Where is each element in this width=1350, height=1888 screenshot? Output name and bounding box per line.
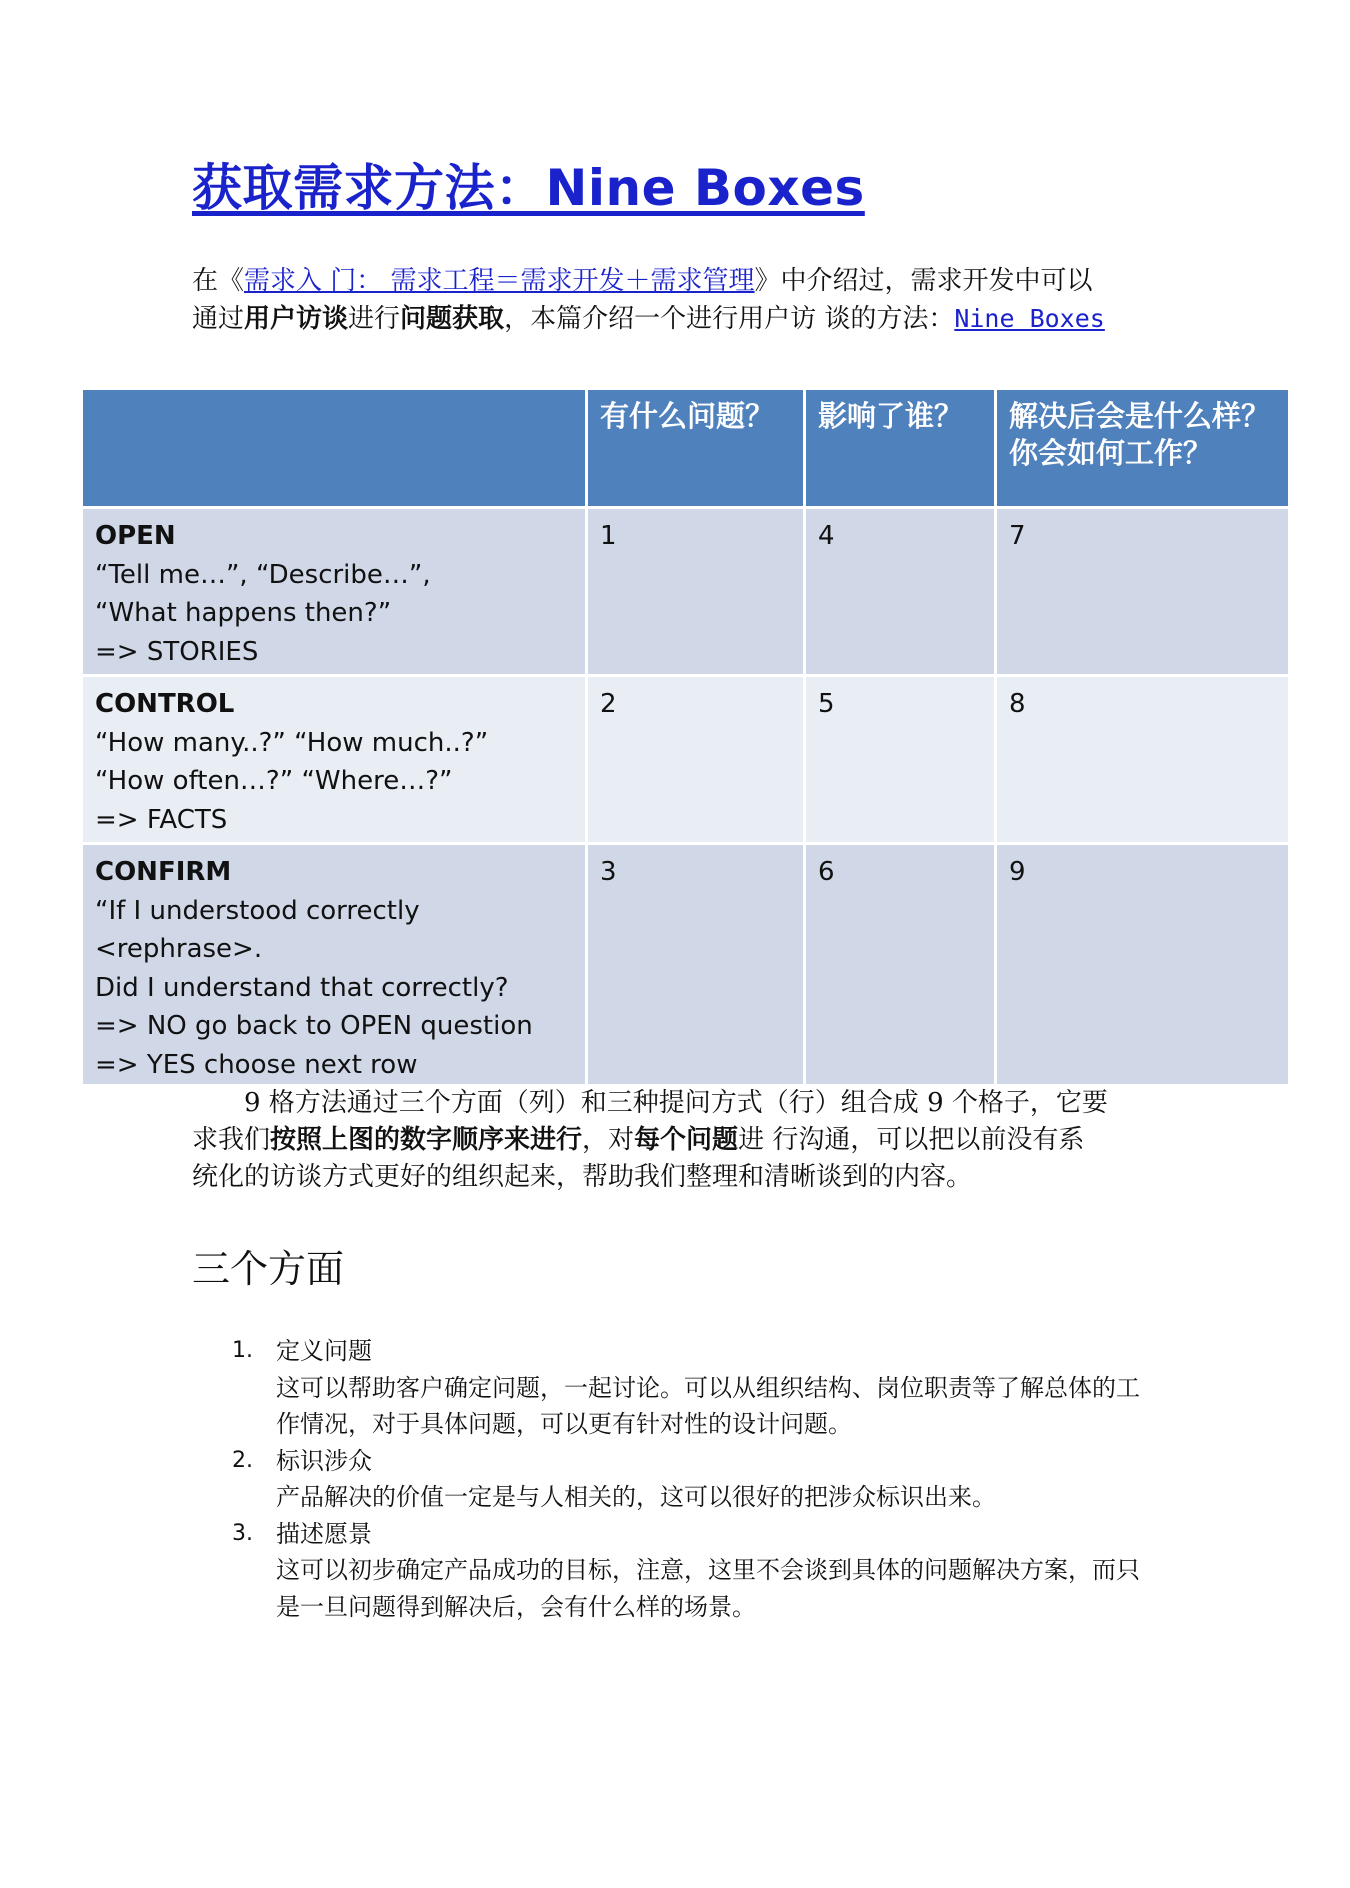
explanation-paragraph	[192, 1085, 1162, 1196]
box-cell: 4	[805, 508, 996, 676]
intro-suffix: 》中介绍过，需求开发中可以	[754, 266, 1093, 296]
box-cell: 5	[805, 676, 996, 844]
row-line: “What happens then?”	[95, 598, 392, 628]
row-line: => YES choose next row	[95, 1049, 418, 1080]
table-row-open	[82, 508, 1290, 676]
list-number: 2.	[232, 1447, 253, 1473]
intro-text: 进行	[348, 304, 401, 334]
row-title: CONTROL	[95, 689, 235, 719]
list-number: 1.	[232, 1338, 253, 1363]
desc-line: 这可以初步确定产品成功的目标，注意，这里不会谈到具体的问题解决方案，而只	[276, 1556, 1140, 1584]
desc-line: 作情况，对于具体问题，可以更有针对性的设计问题。	[276, 1410, 852, 1438]
box-cell: 8	[996, 676, 1290, 844]
page-title[interactable]: 获取需求方法：Nine Boxes	[192, 159, 865, 217]
row-line: => STORIES	[95, 636, 259, 667]
row-line: => NO go back to OPEN question	[95, 1011, 533, 1041]
para-text: ，对	[582, 1125, 635, 1155]
box-cell: 3	[587, 844, 805, 1086]
list-item	[232, 1443, 1162, 1516]
list-item-title: 标识涉众	[276, 1446, 372, 1475]
list-item	[232, 1516, 1162, 1626]
list-item-desc	[276, 1370, 1162, 1443]
intro-bold-user-interview: 用户访谈	[244, 304, 349, 334]
intro-paragraph	[192, 262, 1162, 338]
table-row-control	[82, 676, 1290, 844]
list-item-title: 定义问题	[276, 1337, 372, 1365]
header-after-solution: 解决后会是什么样？你会如何工作？	[996, 389, 1290, 508]
list-item-desc	[276, 1479, 1162, 1516]
header-empty	[82, 389, 587, 508]
desc-line: 这可以帮助客户确定问题，一起讨论。可以从组织结构、岗位职责等了解总体的工	[276, 1373, 1140, 1402]
section-heading: 三个方面	[192, 1247, 345, 1291]
row-title: CONFIRM	[95, 857, 232, 887]
para-bold-each-question: 每个问题	[634, 1125, 739, 1155]
box-cell: 1	[587, 508, 805, 676]
intro-text: ，本篇介绍一个进行用户访 谈的方法：	[504, 304, 955, 334]
para-line-3: 统化的访谈方式更好的组织起来，帮助我们整理和清晰谈到的内容。	[192, 1162, 973, 1192]
row-line: => FACTS	[95, 804, 228, 835]
intro-line-2	[192, 300, 1162, 338]
intro-prefix: 在《	[192, 266, 245, 296]
row-line: “If I understood correctly <rephrase>.	[95, 895, 420, 964]
aspects-list	[232, 1333, 1162, 1625]
header-what-problem: 有什么问题？	[587, 389, 805, 508]
desc-line: 产品解决的价值一定是与人相关的，这可以很好的把涉众标识出来。	[276, 1483, 996, 1511]
article-link[interactable]: 需求入 门： 需求工程＝需求开发＋需求管理	[244, 266, 755, 296]
para-line-2	[192, 1122, 1162, 1159]
list-item	[232, 1333, 1162, 1443]
row-title: OPEN	[95, 521, 176, 551]
table-header-row	[82, 389, 1290, 508]
row-line: “How many..?” “How much..?”	[95, 727, 489, 758]
para-line-1: 9 格方法通过三个方面（列）和三种提问方式（行）组合成 9 个格子，它要	[244, 1088, 1108, 1118]
table-row-confirm	[82, 844, 1290, 1086]
intro-text: 通过	[192, 304, 245, 334]
list-item-desc	[276, 1552, 1162, 1625]
box-cell: 6	[805, 844, 996, 1086]
desc-line: 是一旦问题得到解决后，会有什么样的场景。	[276, 1592, 756, 1621]
box-cell: 7	[996, 508, 1290, 676]
row-label-open	[82, 508, 587, 676]
para-text: 进 行沟通，可以把以前没有系	[738, 1125, 1085, 1155]
list-item-title: 描述愿景	[276, 1519, 372, 1548]
para-bold-order: 按照上图的数字顺序来进行	[270, 1125, 583, 1155]
intro-bold-problem-acquisition: 问题获取	[400, 304, 505, 334]
nine-boxes-table	[80, 387, 1291, 1087]
row-label-control	[82, 676, 587, 844]
nine-boxes-link[interactable]: Nine Boxes	[954, 304, 1105, 333]
para-text: 求我们	[192, 1125, 271, 1155]
header-who-affected: 影响了谁？	[805, 389, 996, 508]
box-cell: 9	[996, 844, 1290, 1086]
row-line: “Tell me…”, “Describe…”,	[95, 559, 431, 590]
intro-line-1	[192, 262, 1162, 300]
row-line: “How often…?” “Where…?”	[95, 766, 453, 796]
row-label-confirm	[82, 844, 587, 1086]
list-number: 3.	[232, 1520, 253, 1546]
row-line: Did I understand that correctly?	[95, 972, 509, 1003]
box-cell: 2	[587, 676, 805, 844]
